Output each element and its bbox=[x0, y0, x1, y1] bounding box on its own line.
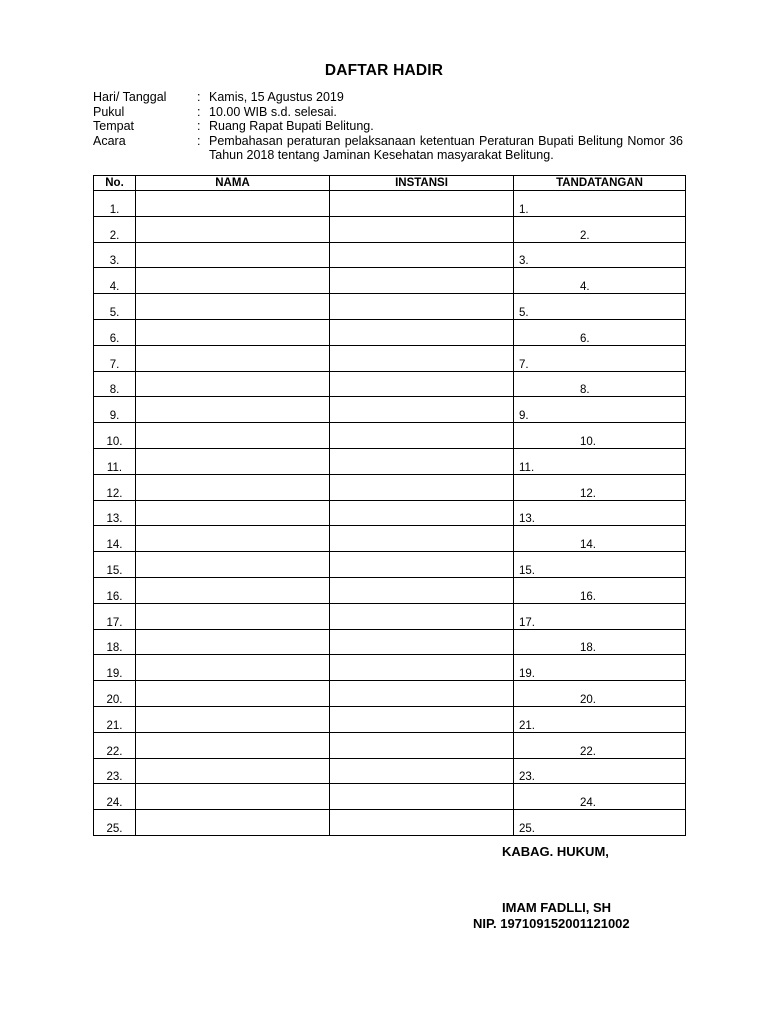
nama-cell[interactable] bbox=[136, 397, 330, 423]
nama-cell[interactable] bbox=[136, 655, 330, 681]
row-number: 17. bbox=[94, 603, 136, 629]
signature-cell[interactable]: 7. bbox=[514, 345, 686, 371]
row-number: 6. bbox=[94, 319, 136, 345]
row-number: 16. bbox=[94, 577, 136, 603]
nama-cell[interactable] bbox=[136, 526, 330, 552]
nama-cell[interactable] bbox=[136, 345, 330, 371]
instansi-cell[interactable] bbox=[330, 784, 514, 810]
row-number: 15. bbox=[94, 552, 136, 578]
nama-cell[interactable] bbox=[136, 577, 330, 603]
table-row bbox=[94, 681, 686, 707]
instansi-cell[interactable] bbox=[330, 371, 514, 397]
instansi-cell[interactable] bbox=[330, 810, 514, 836]
signature-cell[interactable]: 19. bbox=[514, 655, 686, 681]
table-row bbox=[94, 500, 686, 526]
signature-cell[interactable]: 21. bbox=[514, 706, 686, 732]
table-row bbox=[94, 319, 686, 345]
table-row bbox=[94, 732, 686, 758]
instansi-cell[interactable] bbox=[330, 397, 514, 423]
attendance-rows bbox=[94, 191, 686, 836]
instansi-cell[interactable] bbox=[330, 681, 514, 707]
row-number: 12. bbox=[94, 474, 136, 500]
table-row bbox=[94, 474, 686, 500]
signature-cell[interactable]: 11. bbox=[514, 448, 686, 474]
row-number: 25. bbox=[94, 810, 136, 836]
row-number: 23. bbox=[94, 758, 136, 784]
signature-cell[interactable]: 4. bbox=[514, 268, 686, 294]
signature-cell[interactable]: 10. bbox=[514, 423, 686, 449]
table-row bbox=[94, 242, 686, 268]
row-number: 20. bbox=[94, 681, 136, 707]
info-value-date: Kamis, 15 Agustus 2019 bbox=[209, 90, 344, 104]
table-row bbox=[94, 810, 686, 836]
nama-cell[interactable] bbox=[136, 371, 330, 397]
table-row bbox=[94, 294, 686, 320]
instansi-cell[interactable] bbox=[330, 423, 514, 449]
row-number: 3. bbox=[94, 242, 136, 268]
info-label-date: Hari/ Tanggal bbox=[93, 90, 167, 104]
table-row bbox=[94, 345, 686, 371]
signature-cell[interactable]: 5. bbox=[514, 294, 686, 320]
row-number: 24. bbox=[94, 784, 136, 810]
row-number: 21. bbox=[94, 706, 136, 732]
instansi-cell[interactable] bbox=[330, 294, 514, 320]
header-instansi: INSTANSI bbox=[330, 176, 514, 191]
row-number: 10. bbox=[94, 423, 136, 449]
table-row bbox=[94, 706, 686, 732]
signature-cell[interactable]: 20. bbox=[514, 681, 686, 707]
table-row bbox=[94, 191, 686, 217]
row-number: 11. bbox=[94, 448, 136, 474]
row-number: 14. bbox=[94, 526, 136, 552]
row-number: 22. bbox=[94, 732, 136, 758]
info-label-agenda: Acara bbox=[93, 133, 126, 148]
nama-cell[interactable] bbox=[136, 448, 330, 474]
row-number: 19. bbox=[94, 655, 136, 681]
table-row bbox=[94, 268, 686, 294]
signatory-name: IMAM FADLLI, SH bbox=[502, 900, 612, 915]
table-row bbox=[94, 603, 686, 629]
nama-cell[interactable] bbox=[136, 191, 330, 217]
signature-cell[interactable]: 6. bbox=[514, 319, 686, 345]
info-colon: : bbox=[197, 104, 201, 119]
table-row bbox=[94, 397, 686, 423]
table-row bbox=[94, 655, 686, 681]
instansi-cell[interactable] bbox=[330, 577, 514, 603]
meeting-info bbox=[93, 90, 683, 163]
info-colon: : bbox=[197, 119, 201, 133]
info-colon: : bbox=[197, 90, 201, 104]
signature-cell[interactable]: 15. bbox=[514, 552, 686, 578]
info-label-place: Tempat bbox=[93, 119, 134, 133]
nama-cell[interactable] bbox=[136, 732, 330, 758]
signature-cell[interactable]: 2. bbox=[514, 216, 686, 242]
row-number: 2. bbox=[94, 216, 136, 242]
instansi-cell[interactable] bbox=[330, 319, 514, 345]
instansi-cell[interactable] bbox=[330, 191, 514, 217]
nama-cell[interactable] bbox=[136, 268, 330, 294]
nama-cell[interactable] bbox=[136, 552, 330, 578]
signature-cell[interactable]: 23. bbox=[514, 758, 686, 784]
table-row bbox=[94, 371, 686, 397]
signature-cell[interactable]: 17. bbox=[514, 603, 686, 629]
table-row bbox=[94, 784, 686, 810]
info-row-date bbox=[93, 90, 683, 105]
table-row bbox=[94, 552, 686, 578]
table-row bbox=[94, 577, 686, 603]
nama-cell[interactable] bbox=[136, 216, 330, 242]
header-no: No. bbox=[94, 176, 136, 191]
row-number: 7. bbox=[94, 345, 136, 371]
info-value-time: 10.00 WIB s.d. selesai. bbox=[209, 104, 337, 119]
info-value-agenda: Pembahasan peraturan pelaksanaan ketentuan Peraturan Bupati Belitung Nomor 36 Tahun 2018 tentang Jaminan Kesehatan masyarakat Belitung. bbox=[209, 133, 683, 162]
nama-cell[interactable] bbox=[136, 758, 330, 784]
signature-cell[interactable]: 14. bbox=[514, 526, 686, 552]
row-number: 1. bbox=[94, 191, 136, 217]
signature-cell[interactable]: 16. bbox=[514, 577, 686, 603]
signature-cell[interactable]: 12. bbox=[514, 474, 686, 500]
table-row bbox=[94, 423, 686, 449]
instansi-cell[interactable] bbox=[330, 758, 514, 784]
signature-cell[interactable]: 1. bbox=[514, 191, 686, 217]
nama-cell[interactable] bbox=[136, 603, 330, 629]
nama-cell[interactable] bbox=[136, 319, 330, 345]
signature-cell[interactable]: 9. bbox=[514, 397, 686, 423]
nama-cell[interactable] bbox=[136, 810, 330, 836]
nama-cell[interactable] bbox=[136, 474, 330, 500]
instansi-cell[interactable] bbox=[330, 655, 514, 681]
info-colon: : bbox=[197, 133, 201, 148]
row-number: 8. bbox=[94, 371, 136, 397]
signature-cell[interactable]: 24. bbox=[514, 784, 686, 810]
instansi-cell[interactable] bbox=[330, 242, 514, 268]
info-row-place bbox=[93, 119, 683, 134]
instansi-cell[interactable] bbox=[330, 474, 514, 500]
info-value-place: Ruang Rapat Bupati Belitung. bbox=[209, 119, 374, 133]
signature-cell[interactable]: 13. bbox=[514, 500, 686, 526]
nama-cell[interactable] bbox=[136, 784, 330, 810]
document-title: DAFTAR HADIR bbox=[324, 62, 444, 79]
row-number: 9. bbox=[94, 397, 136, 423]
attendance-table bbox=[93, 175, 686, 836]
signature-cell[interactable]: 8. bbox=[514, 371, 686, 397]
nama-cell[interactable] bbox=[136, 242, 330, 268]
info-row-agenda bbox=[93, 134, 683, 163]
signature-cell[interactable]: 25. bbox=[514, 810, 686, 836]
nama-cell[interactable] bbox=[136, 294, 330, 320]
table-row bbox=[94, 448, 686, 474]
header-nama: NAMA bbox=[136, 176, 330, 191]
nama-cell[interactable] bbox=[136, 681, 330, 707]
instansi-cell[interactable] bbox=[330, 345, 514, 371]
signatory-position: KABAG. HUKUM, bbox=[502, 844, 609, 859]
instansi-cell[interactable] bbox=[330, 448, 514, 474]
nama-cell[interactable] bbox=[136, 423, 330, 449]
table-row bbox=[94, 526, 686, 552]
signatory-nip: NIP. 197109152001121002 bbox=[473, 916, 630, 931]
instansi-cell[interactable] bbox=[330, 706, 514, 732]
signature-cell[interactable]: 22. bbox=[514, 732, 686, 758]
nama-cell[interactable] bbox=[136, 629, 330, 655]
instansi-cell[interactable] bbox=[330, 526, 514, 552]
signature-cell[interactable]: 3. bbox=[514, 242, 686, 268]
table-header-row bbox=[94, 176, 686, 191]
instansi-cell[interactable] bbox=[330, 268, 514, 294]
instansi-cell[interactable] bbox=[330, 552, 514, 578]
info-label-time: Pukul bbox=[93, 104, 125, 119]
row-number: 13. bbox=[94, 500, 136, 526]
instansi-cell[interactable] bbox=[330, 629, 514, 655]
instansi-cell[interactable] bbox=[330, 500, 514, 526]
table-row bbox=[94, 216, 686, 242]
table-row bbox=[94, 629, 686, 655]
table-row bbox=[94, 758, 686, 784]
nama-cell[interactable] bbox=[136, 500, 330, 526]
row-number: 18. bbox=[94, 629, 136, 655]
instansi-cell[interactable] bbox=[330, 216, 514, 242]
info-row-time bbox=[93, 105, 683, 120]
row-number: 4. bbox=[94, 268, 136, 294]
signature-cell[interactable]: 18. bbox=[514, 629, 686, 655]
instansi-cell[interactable] bbox=[330, 603, 514, 629]
instansi-cell[interactable] bbox=[330, 732, 514, 758]
header-tandatangan: TANDATANGAN bbox=[514, 176, 686, 191]
nama-cell[interactable] bbox=[136, 706, 330, 732]
row-number: 5. bbox=[94, 294, 136, 320]
